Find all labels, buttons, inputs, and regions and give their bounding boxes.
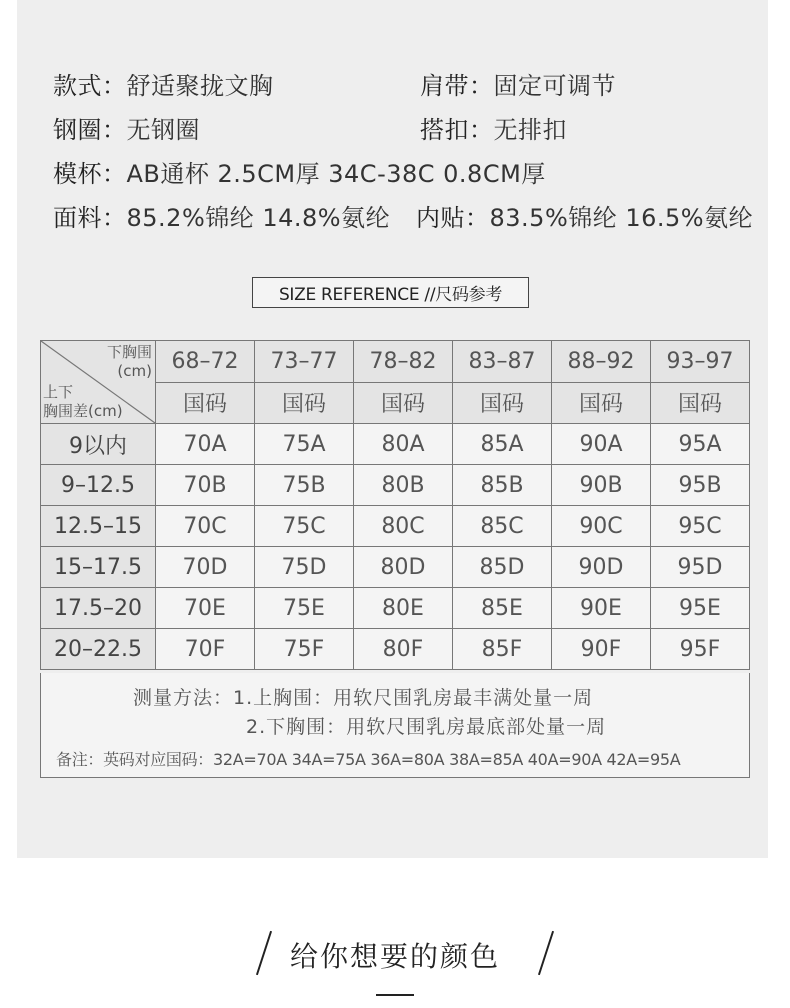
size-cell: 85E — [453, 588, 552, 629]
size-cell: 70E — [156, 588, 255, 629]
table-row — [41, 588, 750, 629]
table-row — [41, 506, 750, 547]
size-cell: 85A — [453, 424, 552, 465]
size-cell: 80A — [354, 424, 453, 465]
size-cell: 75B — [255, 465, 354, 506]
measure-method-line1: 测量方法：1.上胸围：用软尺围乳房最丰满处量一周 — [133, 687, 594, 709]
row-label: 15–17.5 — [41, 547, 156, 588]
remark-size-conversion: 备注：英码对应国码：32A=70A 34A=75A 36A=80A 38A=85A 40A=90A 42A=95A — [56, 750, 681, 769]
table-corner-cell — [41, 341, 156, 424]
national-size-header: 国码 — [255, 382, 354, 424]
size-cell: 70B — [156, 465, 255, 506]
table-row — [41, 424, 750, 465]
column-header: 83–87 — [453, 341, 552, 383]
row-label: 9–12.5 — [41, 465, 156, 506]
size-cell: 90B — [552, 465, 651, 506]
spec-fabric: 面料：85.2%锦纶 14.8%氨纶 — [53, 204, 391, 232]
size-cell: 85F — [453, 629, 552, 670]
size-cell: 80B — [354, 465, 453, 506]
size-cell: 95E — [651, 588, 750, 629]
size-cell: 95B — [651, 465, 750, 506]
spec-cup: 模杯：AB通杯 2.5CM厚 34C-38C 0.8CM厚 — [53, 160, 546, 188]
size-cell: 90D — [552, 547, 651, 588]
spec-style: 款式：舒适聚拢文胸 — [53, 72, 274, 100]
size-cell: 80E — [354, 588, 453, 629]
column-header: 78–82 — [354, 341, 453, 383]
table-row — [41, 465, 750, 506]
size-cell: 95C — [651, 506, 750, 547]
corner-under-bust: 下胸围 (cm) — [106, 343, 152, 380]
row-label: 9以内 — [41, 424, 156, 465]
table-row — [41, 629, 750, 670]
national-size-header: 国码 — [354, 382, 453, 424]
size-cell: 75E — [255, 588, 354, 629]
column-header: 73–77 — [255, 341, 354, 383]
spec-lining: 内贴：83.5%锦纶 16.5%氨纶 — [416, 204, 754, 232]
spec-clasp: 搭扣：无排扣 — [420, 116, 567, 144]
table-row — [41, 547, 750, 588]
size-reference-label: SIZE REFERENCE //尺码参考 — [252, 277, 529, 308]
row-label: 20–22.5 — [41, 629, 156, 670]
row-label: 12.5–15 — [41, 506, 156, 547]
size-cell: 75D — [255, 547, 354, 588]
size-cell: 90A — [552, 424, 651, 465]
column-header: 68–72 — [156, 341, 255, 383]
size-cell: 70A — [156, 424, 255, 465]
size-table — [40, 340, 750, 670]
national-size-header: 国码 — [453, 382, 552, 424]
size-cell: 90E — [552, 588, 651, 629]
row-label: 17.5–20 — [41, 588, 156, 629]
section-title: 给你想要的颜色 — [289, 940, 500, 973]
size-cell: 75A — [255, 424, 354, 465]
size-cell: 75F — [255, 629, 354, 670]
measurement-note-box — [40, 673, 750, 778]
size-cell: 80C — [354, 506, 453, 547]
size-cell: 95D — [651, 547, 750, 588]
size-cell: 90F — [552, 629, 651, 670]
size-cell: 85C — [453, 506, 552, 547]
size-cell: 75C — [255, 506, 354, 547]
column-header: 93–97 — [651, 341, 750, 383]
title-underline — [376, 994, 414, 996]
measure-method-line2: 2.下胸围：用软尺围乳房最底部处量一周 — [246, 716, 607, 738]
corner-bust-diff: 上下 胸围差(cm) — [43, 383, 123, 420]
national-size-header: 国码 — [156, 382, 255, 424]
spec-strap: 肩带：固定可调节 — [420, 72, 616, 100]
size-cell: 90C — [552, 506, 651, 547]
size-cell: 85B — [453, 465, 552, 506]
size-cell: 70D — [156, 547, 255, 588]
size-cell: 95A — [651, 424, 750, 465]
column-header: 88–92 — [552, 341, 651, 383]
size-cell: 85D — [453, 547, 552, 588]
size-cell: 80F — [354, 629, 453, 670]
spec-wire: 钢圈：无钢圈 — [53, 116, 200, 144]
national-size-header: 国码 — [552, 382, 651, 424]
size-cell: 95F — [651, 629, 750, 670]
size-cell: 70C — [156, 506, 255, 547]
size-cell: 70F — [156, 629, 255, 670]
size-cell: 80D — [354, 547, 453, 588]
national-size-header: 国码 — [651, 382, 750, 424]
